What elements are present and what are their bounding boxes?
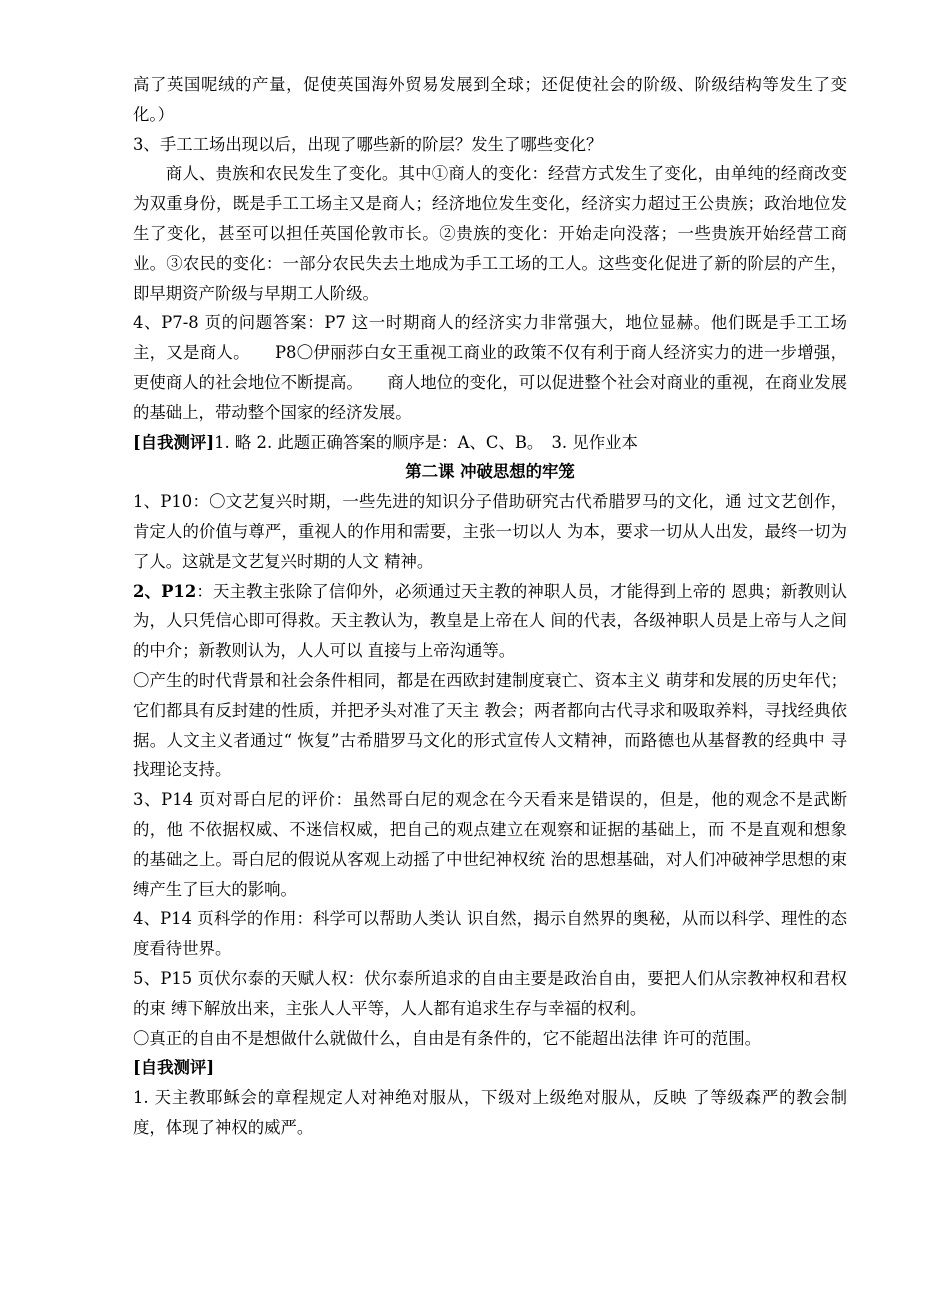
lesson-2-title: 第二课 冲破思想的牢笼 bbox=[405, 462, 575, 482]
self-evaluation-2-heading: [自我测评] bbox=[133, 1058, 215, 1078]
lesson-2-item-1: 1、P10：〇文艺复兴时期，一些先进的知识分子借助研究古代希腊罗马的文化，通 过文艺创作，肯定人的价值与尊严，重视人的作用和需要，主张一切以人 为本，要求一切从人出发，最终一切为了人。这就是文艺复兴时期的人文 精神。 bbox=[133, 492, 847, 571]
self-evaluation-label: [自我测评] bbox=[133, 432, 215, 452]
lesson-2-item-2 bbox=[133, 577, 847, 666]
question-3: 3、手工工场出现以后，出现了哪些新的阶层？发生了哪些变化？ bbox=[133, 134, 603, 154]
lesson-2-item-2-note: 〇产生的时代背景和社会条件相同，都是在西欧封建制度衰亡、资本主义 萌芽和发展的历史年代；它们都具有反封建的性质，并把矛头对准了天主 教会；两者都向古代寻求和吸取养料，寻找经典依据。人文主义者通过“ 恢复”古希腊罗马文化的形式宣传人文精神，而路德也从基督教的经典中 寻找理论支持。 bbox=[133, 670, 847, 780]
lesson-2-item-5-note: 〇真正的自由不是想做什么就做什么，自由是有条件的，它不能超出法律 许可的范围。 bbox=[133, 1028, 762, 1048]
continuation-paragraph: 高了英国呢绒的产量，促使英国海外贸易发展到全球；还促使社会的阶级、阶级结构等发生了变化。） bbox=[133, 75, 847, 124]
lesson-2-item-5: 5、P15 页伏尔泰的天赋人权：伏尔泰所追求的自由主要是政治自由，要把人们从宗教神权和君权的束 缚下解放出来，主张人人平等，人人都有追求生存与幸福的权利。 bbox=[133, 968, 847, 1018]
lesson-2-item-4: 4、P14 页科学的作用：科学可以帮助人类认 识自然，揭示自然界的奥秘，从而以科学、理性的态度看待世界。 bbox=[133, 909, 847, 959]
self-evaluation-answers: 1. 略 2. 此题正确答案的顺序是：A、C、B。 3. 见作业本 bbox=[214, 432, 638, 452]
item-2-text: ：天主教主张除了信仰外，必须通过天主教的神职人员，才能得到上帝的 恩典；新教则认为，人只凭信心即可得救。天主教认为，教皇是上帝在人 间的代表，各级神职人员是上帝与人之间的中介；新教则认为，人人可以 直接与上帝沟通等。 bbox=[133, 581, 847, 661]
item-2-label: 2、P12 bbox=[133, 581, 197, 601]
lesson-2-item-3: 3、P14 页对哥白尼的评价：虽然哥白尼的观念在今天看来是错误的，但是，他的观念不是武断的，他 不依据权威、不迷信权威，把自己的观点建立在观察和证据的基础上，而 不是直观和想象的基础之上。哥白尼的假说从客观上动摇了中世纪神权统 治的思想基础，对人们冲破神学思想的束缚产生了巨大的影响。 bbox=[133, 790, 847, 899]
self-evaluation-2-item-1: 1. 天主教耶稣会的章程规定人对神绝对服从，下级对上级绝对服从，反映 了等级森严的教会制度，体现了神权的威严。 bbox=[133, 1088, 847, 1137]
self-evaluation-1 bbox=[133, 428, 847, 458]
answer-3-paragraph: 商人、贵族和农民发生了变化。其中①商人的变化：经营方式发生了变化，由单纯的经商改变为双重身份，既是手工工场主又是商人；经济地位发生变化，经济实力超过王公贵族；政治地位发生了变化，甚至可以担任英国伦敦市长。②贵族的变化：开始走向没落；一些贵族开始经营工商业。③农民的变化：一部分农民失去土地成为手工工场的工人。这些变化促进了新的阶层的产生，即早期资产阶级与早期工人阶级。 bbox=[133, 164, 847, 303]
answer-4-paragraph: 4、P7-8 页的问题答案：P7 这一时期商人的经济实力非常强大，地位显赫。他们既是手工工场主，又是商人。 P8〇伊丽莎白女王重视工商业的政策不仅有利于商人经济实力的进一步增强，更使商人的社会地位不断提高。 商人地位的变化，可以促进整个社会对商业的重视，在商业发展的基础上，带动整个国家的经济发展。 bbox=[133, 313, 847, 422]
document-page bbox=[133, 70, 847, 1143]
